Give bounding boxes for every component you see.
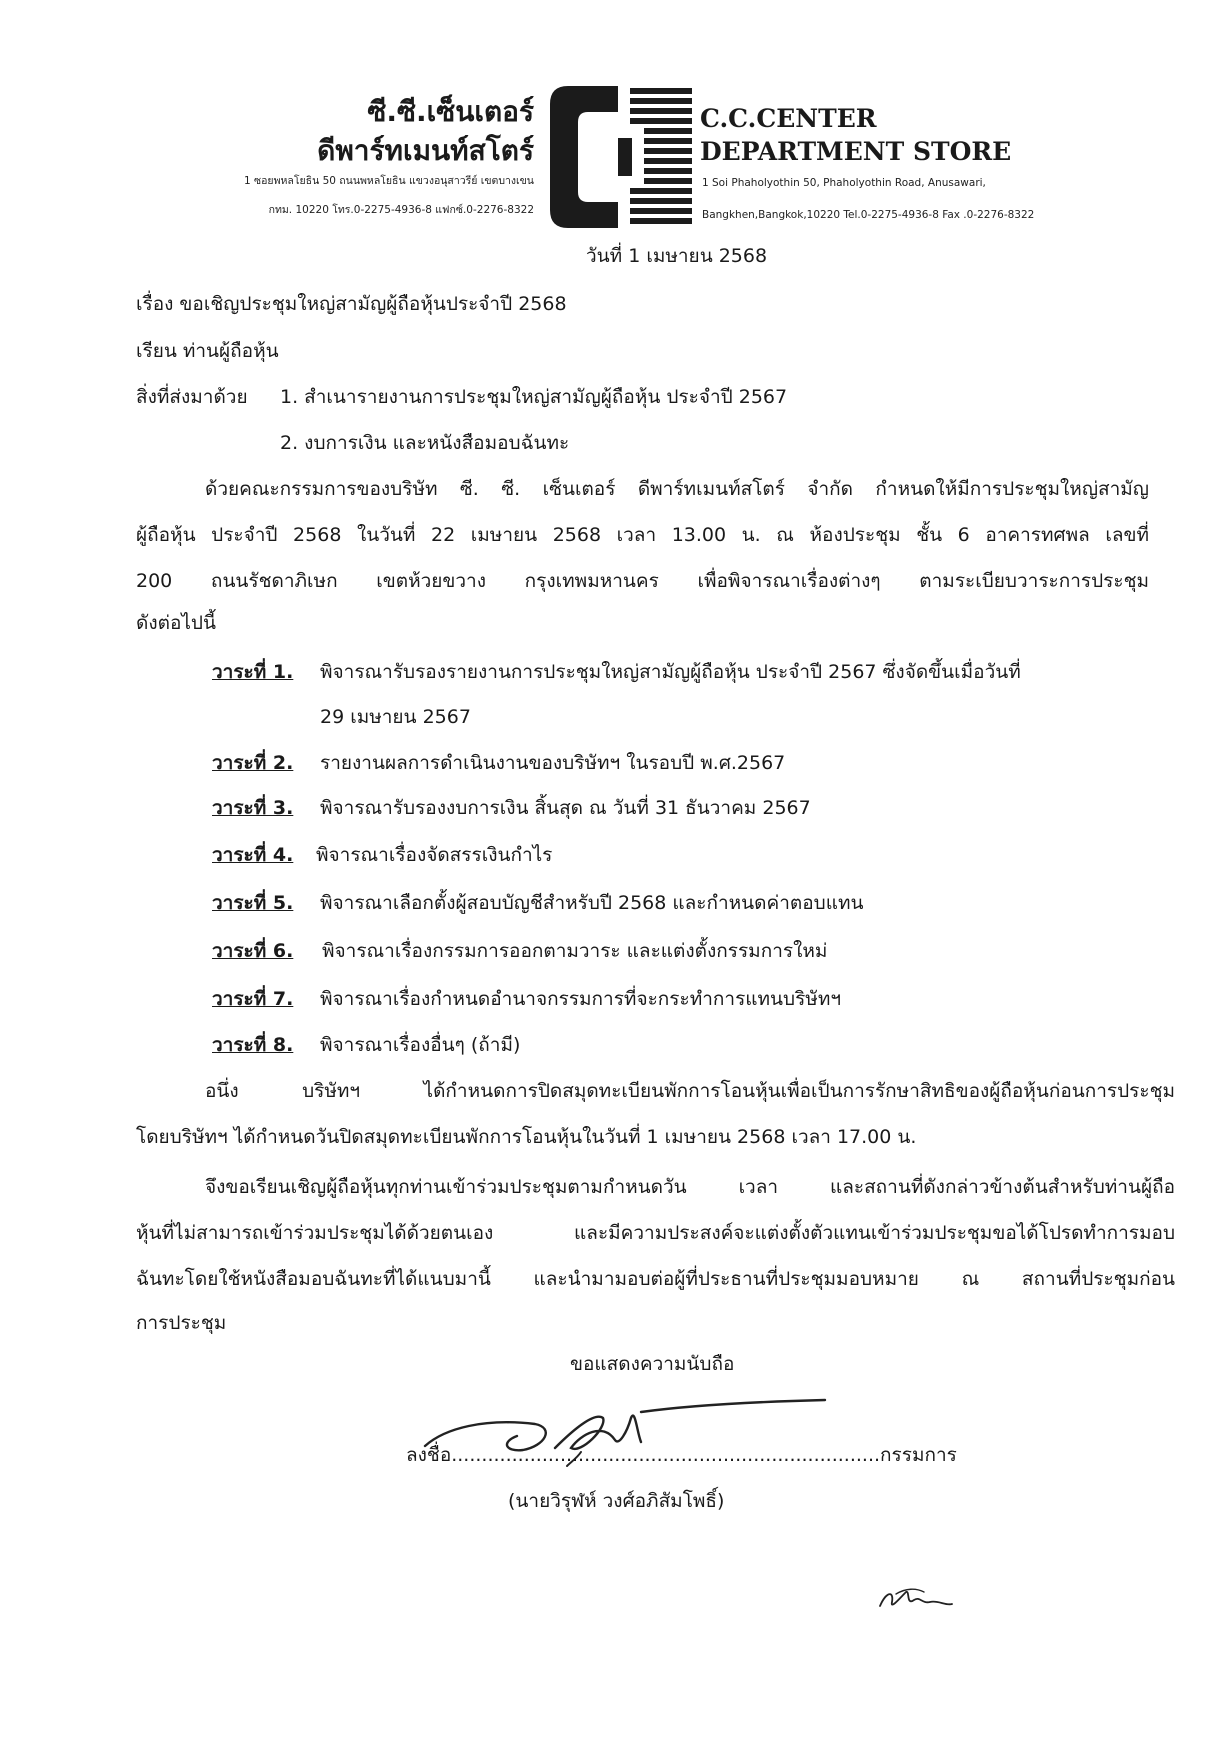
invite-line: การประชุม: [136, 1312, 227, 1334]
invite-line: จึงขอเรียนเชิญผู้ถือหุ้นทุกท่านเข้าร่วมประชุมตามกำหนดวัน เวลา และสถานที่ดังกล่าวข้างต้นสำหรับท่านผู้ถือ: [205, 1176, 1175, 1198]
agenda-text: พิจารณารับรองรายงานการประชุมใหญ่สามัญผู้ถือหุ้น ประจำปี 2567 ซึ่งจัดขึ้นเมื่อวันที่: [320, 661, 1021, 683]
enclosure-item: 2. งบการเงิน และหนังสือมอบฉันทะ: [280, 432, 570, 454]
agenda-label: วาระที่ 3.: [212, 797, 294, 819]
intro-line: ด้วยคณะกรรมการของบริษัท ซี. ซี. เซ็นเตอร์ ดีพาร์ทเมนท์สโตร์ จำกัด กำหนดให้มีการประชุมใหญ่สามัญ: [205, 478, 1149, 500]
company-address-thai-line1: 1 ซอยพหลโยธิน 50 ถนนพหลโยธิน แขวงอนุสาวรีย์ เขตบางเขน: [243, 175, 534, 187]
company-name-english-line2: DEPARTMENT STORE: [700, 137, 1012, 166]
agenda-label: วาระที่ 7.: [212, 988, 294, 1010]
company-address-english-line1: 1 Soi Phaholyothin 50, Phaholyothin Road, Anusawari,: [702, 177, 986, 189]
agenda-text: พิจารณาเรื่องกำหนดอำนาจกรรมการที่จะกระทำการแทนบริษัทฯ: [320, 988, 842, 1010]
closing-salutation: ขอแสดงความนับถือ: [570, 1353, 735, 1375]
agenda-text: พิจารณาเรื่องจัดสรรเงินกำไร: [316, 844, 553, 866]
agenda-label: วาระที่ 2.: [212, 752, 294, 774]
company-name-english-line1: C.C.CENTER: [700, 104, 877, 133]
agenda-text: พิจารณาเลือกตั้งผู้สอบบัญชีสำหรับปี 2568 และกำหนดค่าตอบแทน: [320, 892, 864, 914]
enclosures-label: สิ่งที่ส่งมาด้วย: [136, 386, 248, 408]
agenda-label: วาระที่ 6.: [212, 940, 294, 962]
letter-date: วันที่ 1 เมษายน 2568: [586, 245, 768, 267]
handwritten-initials: [876, 1582, 956, 1616]
company-name-thai-line1: ซี.ซี.เซ็นเตอร์: [367, 95, 534, 128]
agenda-label: วาระที่ 4.: [212, 844, 294, 866]
company-logo: [548, 86, 694, 228]
agenda-text-continued: 29 เมษายน 2567: [320, 706, 471, 728]
signature-line: ลงชื่อ.......................................................................กรรมการ: [406, 1444, 957, 1466]
agenda-label: วาระที่ 5.: [212, 892, 294, 914]
signer-name: (นายวิรุฬห์ วงศ์อภิสัมโพธิ์): [508, 1490, 725, 1512]
intro-line: ผู้ถือหุ้น ประจำปี 2568 ในวันที่ 22 เมษายน 2568 เวลา 13.00 น. ณ ห้องประชุม ชั้น 6 อาคารทศพล เลขที่: [136, 524, 1149, 546]
agenda-text: รายงานผลการดำเนินงานของบริษัทฯ ในรอบปี พ.ศ.2567: [320, 752, 786, 774]
agenda-text: พิจารณาเรื่องกรรมการออกตามวาระ และแต่งตั้งกรรมการใหม่: [322, 940, 828, 962]
letter-subject: เรื่อง ขอเชิญประชุมใหญ่สามัญผู้ถือหุ้นประจำปี 2568: [136, 293, 567, 315]
enclosure-item: 1. สำเนารายงานการประชุมใหญ่สามัญผู้ถือหุ้น ประจำปี 2567: [280, 386, 788, 408]
closure-line: อนึ่ง บริษัทฯ ได้กำหนดการปิดสมุดทะเบียนพักการโอนหุ้นเพื่อเป็นการรักษาสิทธิของผู้ถือหุ้นก่อนการประชุม: [205, 1080, 1175, 1102]
invite-line: ฉันทะโดยใช้หนังสือมอบฉันทะที่ได้แนบมานี้ และนำมามอบต่อผู้ที่ประธานที่ประชุมมอบหมาย ณ สถานที่ประชุมก่อน: [136, 1268, 1175, 1290]
intro-line: 200 ถนนรัชดาภิเษก เขตห้วยขวาง กรุงเทพมหานคร เพื่อพิจารณาเรื่องต่างๆ ตามระเบียบวาระการประชุม: [136, 570, 1149, 592]
company-name-thai-line2: ดีพาร์ทเมนท์สโตร์: [317, 134, 534, 167]
agenda-label: วาระที่ 8.: [212, 1034, 294, 1056]
company-address-english-line2: Bangkhen,Bangkok,10220 Tel.0-2275-4936-8 Fax .0-2276-8322: [702, 209, 1035, 221]
invite-line: หุ้นที่ไม่สามารถเข้าร่วมประชุมได้ด้วยตนเอง และมีความประสงค์จะแต่งตั้งตัวแทนเข้าร่วมประชุมขอได้โปรดทำการมอบ: [136, 1222, 1175, 1244]
company-address-thai-line2: กทม. 10220 โทร.0-2275-4936-8 แฟกซ์.0-2276-8322: [268, 204, 534, 216]
agenda-text: พิจารณารับรองงบการเงิน สิ้นสุด ณ วันที่ 31 ธันวาคม 2567: [320, 797, 811, 819]
closure-line: โดยบริษัทฯ ได้กำหนดวันปิดสมุดทะเบียนพักการโอนหุ้นในวันที่ 1 เมษายน 2568 เวลา 17.00 น.: [136, 1126, 917, 1148]
letter-recipient: เรียน ท่านผู้ถือหุ้น: [136, 340, 279, 362]
agenda-text: พิจารณาเรื่องอื่นๆ (ถ้ามี): [320, 1034, 521, 1056]
agenda-label: วาระที่ 1.: [212, 661, 294, 683]
intro-line: ดังต่อไปนี้: [136, 612, 216, 634]
